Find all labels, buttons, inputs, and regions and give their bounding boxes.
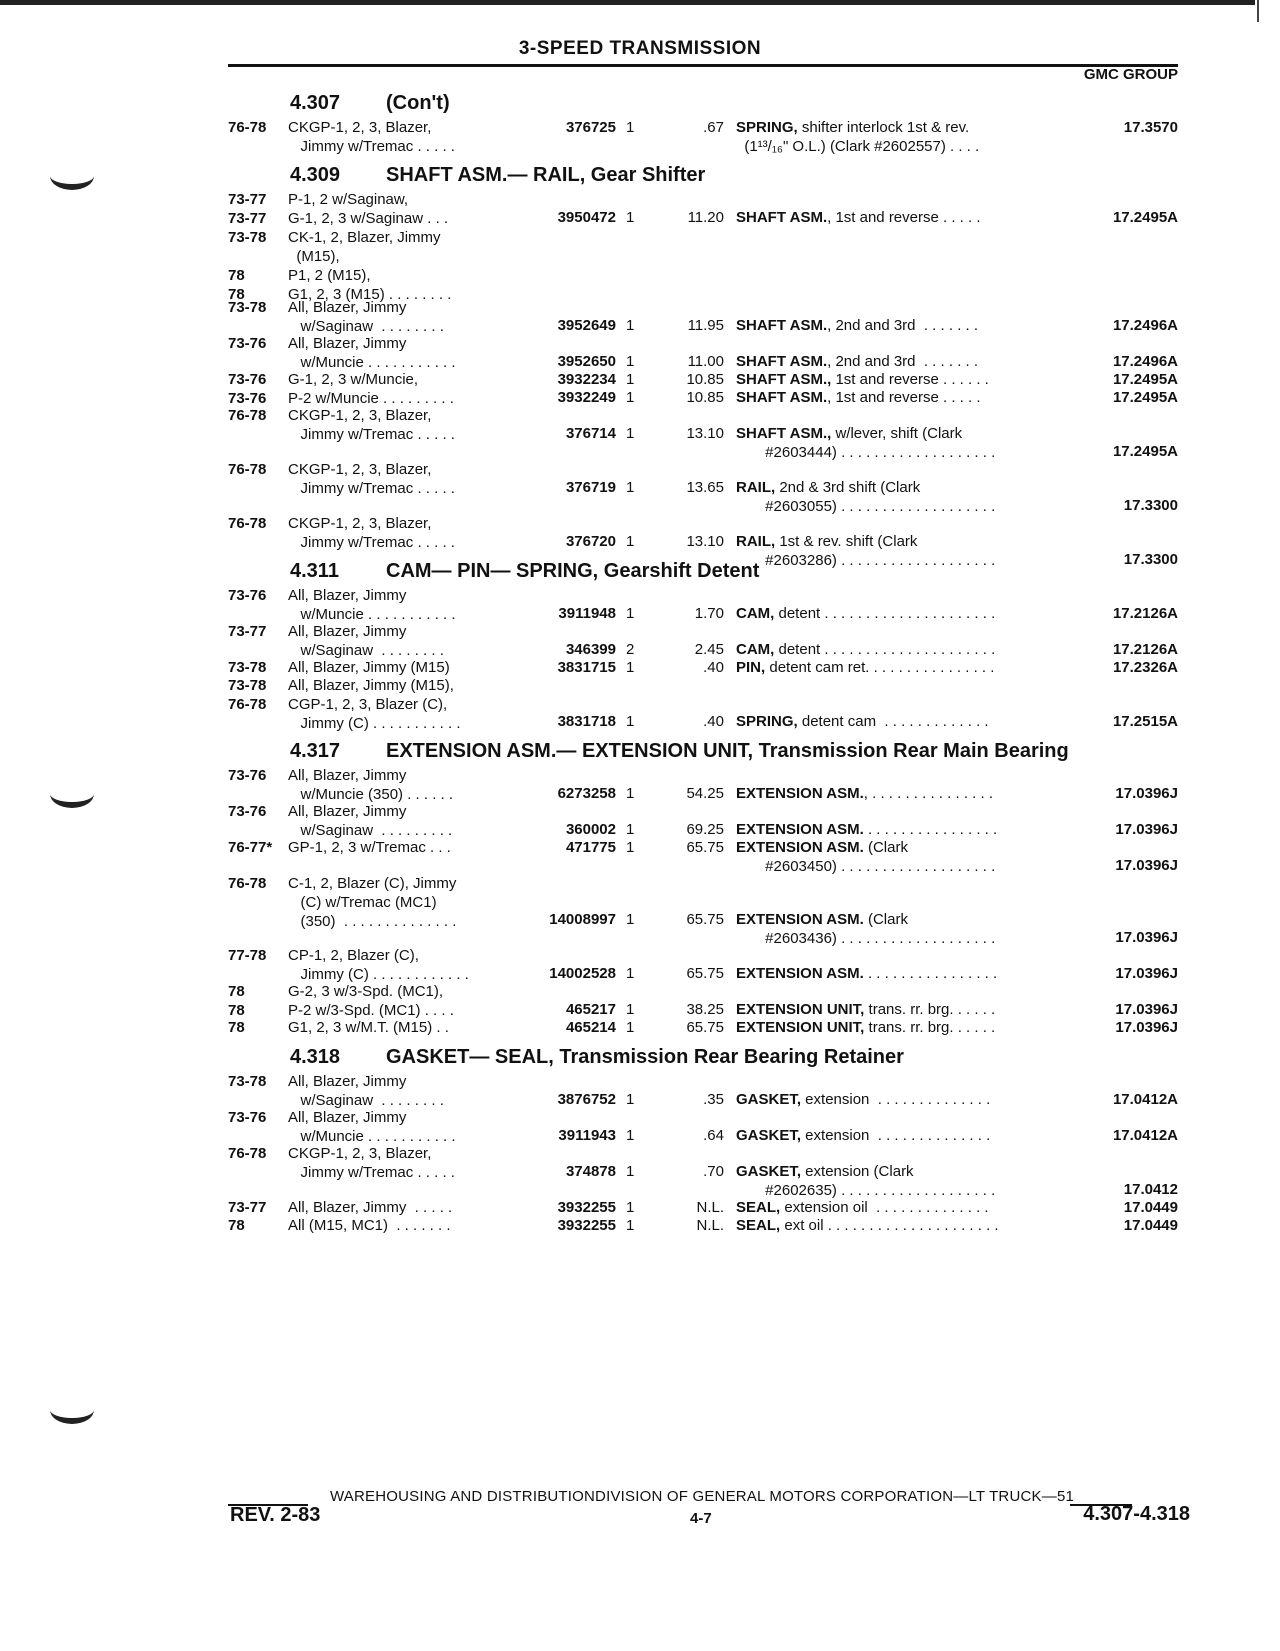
catalog-reference: 17.2126A	[1112, 641, 1178, 658]
parts-row	[228, 874, 1180, 946]
parts-row	[228, 802, 1180, 838]
price: .35	[703, 1091, 724, 1108]
item-detail: detent . . . . . . . . . . . . . . . . . . . . .	[774, 605, 996, 622]
quantity: 1	[626, 1127, 635, 1144]
application: P-1, 2 w/Saginaw, G-1, 2, 3 w/Saginaw . . . CK-1, 2, Blazer, Jimmy (M15), P1, 2 (M15), G1, 2, 3 (M15) . . . . . . . .	[288, 191, 452, 303]
parts-row	[228, 1072, 1180, 1108]
section-header	[228, 160, 1180, 190]
parts-row	[228, 406, 1180, 460]
application: All, Blazer, Jimmy w/Saginaw . . . . . . . .	[288, 623, 444, 659]
quantity: 1	[626, 425, 635, 442]
quantity: 1	[626, 605, 635, 622]
item-detail: shifter interlock 1st & rev. (1¹³/₁₆" O.L.) (Clark #2602557) . . . .	[744, 119, 980, 155]
catalog-reference: 17.2515A	[1112, 713, 1178, 730]
section-number: 4.317	[290, 740, 341, 762]
application: All, Blazer, Jimmy w/Muncie . . . . . . . . . . .	[288, 587, 456, 623]
part-number: 376725	[565, 119, 616, 136]
parts-row	[228, 334, 1180, 370]
parts-row	[228, 676, 1180, 730]
item-detail: . . . . . . . . . . . . . . . .	[863, 965, 998, 982]
item-detail: trans. rr. brg. . . . . .	[864, 1019, 996, 1036]
catalog-reference: 17.0396J	[1115, 965, 1178, 982]
catalog-reference: 17.3300	[1123, 497, 1178, 514]
description	[736, 1126, 1056, 1145]
item-name: RAIL,	[736, 479, 776, 496]
catalog-reference: 17.3570	[1123, 119, 1178, 136]
catalog-reference: 17.0396J	[1115, 1001, 1178, 1018]
parts-row	[228, 622, 1180, 658]
item-name: CAM,	[736, 605, 775, 622]
description	[736, 1090, 1056, 1109]
model-years: 73-78	[228, 1073, 267, 1090]
item-detail: 1st & rev. shift (Clark #2603286) . . . . . . . . . . . . . . . . . . .	[765, 533, 996, 569]
application: CKGP-1, 2, 3, Blazer, Jimmy w/Tremac . . . . .	[288, 407, 455, 443]
quantity: 1	[626, 659, 635, 676]
description	[736, 316, 1056, 335]
model-years: 76-78	[228, 1145, 267, 1162]
catalog-reference: 17.0412A	[1112, 1091, 1178, 1108]
model-years: 73-78	[228, 659, 267, 676]
price: 2.45	[694, 641, 724, 658]
catalog-reference: 17.2495A	[1112, 389, 1178, 406]
price: 65.75	[686, 1019, 724, 1036]
item-name: SPRING,	[736, 713, 798, 730]
item-detail: 1st and reverse . . . . . .	[831, 371, 989, 388]
item-detail: w/lever, shift (Clark #2603444) . . . . . . . . . . . . . . . . . . .	[765, 425, 996, 461]
item-name: EXTENSION UNIT,	[736, 1001, 865, 1018]
item-detail: 2nd & 3rd shift (Clark #2603055) . . . . . . . . . . . . . . . . . . .	[765, 479, 996, 515]
item-detail: extension oil . . . . . . . . . . . . . .	[780, 1199, 989, 1216]
item-name: RAIL,	[736, 533, 776, 550]
price: 65.75	[686, 839, 724, 856]
application: CKGP-1, 2, 3, Blazer, Jimmy w/Tremac . . . . .	[288, 119, 455, 155]
parts-row	[228, 370, 1180, 406]
model-years: 76-78	[228, 875, 267, 892]
parts-row	[228, 1144, 1180, 1198]
catalog-reference: 17.3300	[1123, 551, 1178, 568]
part-number: 376720	[565, 533, 616, 550]
part-number: 376719	[565, 479, 616, 496]
catalog-reference: 17.2495A	[1112, 371, 1178, 388]
parts-row	[228, 982, 1180, 1018]
price: .67	[703, 119, 724, 136]
catalog-reference: 17.0396J	[1115, 1019, 1178, 1036]
model-years: 78	[228, 1217, 245, 1234]
part-number: 3952649	[557, 317, 616, 334]
item-detail: (Clark #2603450) . . . . . . . . . . . . . . . . . . .	[765, 839, 996, 875]
item-name: GASKET,	[736, 1127, 802, 1144]
quantity: 1	[626, 389, 635, 406]
description	[736, 1162, 1056, 1200]
part-number: 376714	[565, 425, 616, 442]
parts-row	[228, 586, 1180, 622]
parts-row	[228, 1198, 1180, 1216]
catalog-reference: 17.0449	[1123, 1217, 1178, 1234]
footer-section-range: 4.307-4.318	[1083, 1503, 1190, 1525]
part-number: 471775	[565, 839, 616, 856]
description	[736, 1198, 1056, 1217]
item-name: SHAFT ASM.,	[736, 425, 832, 442]
item-name: SEAL,	[736, 1199, 781, 1216]
application: All, Blazer, Jimmy w/Muncie (350) . . . . . .	[288, 767, 454, 803]
price: .70	[703, 1163, 724, 1180]
parts-row	[228, 1216, 1180, 1234]
quantity: 1	[626, 317, 635, 334]
description	[736, 424, 1056, 462]
parts-row	[228, 838, 1180, 874]
description	[736, 1018, 1056, 1037]
footer-page-number: 4-7	[690, 1510, 712, 1527]
model-years: 73-78	[228, 299, 267, 316]
price: 10.85	[686, 371, 724, 388]
catalog-reference: 17.0412A	[1112, 1127, 1178, 1144]
description	[736, 208, 1056, 227]
item-detail: detent . . . . . . . . . . . . . . . . . . . . .	[774, 641, 996, 658]
item-detail: trans. rr. brg. . . . . .	[864, 1001, 996, 1018]
part-number: 14008997	[549, 911, 616, 928]
section-header	[228, 88, 1180, 118]
parts-row	[228, 946, 1180, 982]
part-number: 3831718	[557, 713, 616, 730]
quantity: 2	[626, 641, 635, 658]
description	[736, 388, 1056, 407]
section-number: 4.318	[290, 1046, 341, 1068]
model-years: 76-78	[228, 407, 267, 424]
price: 65.75	[686, 911, 724, 928]
application: All, Blazer, Jimmy w/Saginaw . . . . . . . . .	[288, 803, 453, 839]
parts-row	[228, 514, 1180, 569]
quantity: 1	[626, 713, 635, 730]
model-years: 73-76	[228, 767, 267, 784]
item-detail: , 2nd and 3rd . . . . . . .	[827, 353, 979, 370]
price: 10.85	[686, 389, 724, 406]
item-name: SHAFT ASM.	[736, 389, 828, 406]
model-years: 77-78	[228, 947, 267, 964]
application: All, Blazer, Jimmy w/Muncie . . . . . . . . . . .	[288, 335, 456, 371]
top-edge-rule	[0, 0, 1255, 5]
price: 54.25	[686, 785, 724, 802]
description	[736, 820, 1056, 839]
application: G-1, 2, 3 w/Muncie, P-2 w/Muncie . . . . . . . . .	[288, 371, 454, 407]
item-name: SEAL,	[736, 1217, 781, 1234]
parts-row	[228, 1018, 1180, 1036]
part-number: 3911943	[558, 1127, 616, 1144]
description	[736, 1216, 1056, 1235]
part-number: 465217	[565, 1001, 616, 1018]
description	[736, 712, 1056, 731]
catalog-reference: 17.0396J	[1115, 929, 1178, 946]
application: GP-1, 2, 3 w/Tremac . . .	[288, 839, 451, 856]
parts-row	[228, 298, 1180, 334]
model-years: 76-78	[228, 461, 267, 478]
section-header	[228, 1042, 1180, 1072]
edge-mark	[1257, 0, 1259, 22]
description	[736, 604, 1056, 623]
application: All, Blazer, Jimmy . . . . .	[288, 1199, 453, 1216]
application: All, Blazer, Jimmy (M15)	[288, 659, 450, 676]
section-header	[228, 736, 1180, 766]
model-years: 76-78	[228, 515, 267, 532]
item-detail: , 1st and reverse . . . . .	[827, 209, 981, 226]
catalog-reference: 17.2495A	[1112, 443, 1178, 460]
item-detail: . . . . . . . . . . . . . . . .	[863, 821, 998, 838]
item-detail: ext oil . . . . . . . . . . . . . . . . . . . . .	[780, 1217, 999, 1234]
catalog-reference: 17.2496A	[1112, 353, 1178, 370]
quantity: 1	[626, 1163, 635, 1180]
model-years: 73-76 73-76	[228, 371, 267, 407]
price: N.L.	[696, 1217, 724, 1234]
quantity: 1	[626, 353, 635, 370]
item-name: SHAFT ASM.	[736, 317, 828, 334]
application: CKGP-1, 2, 3, Blazer, Jimmy w/Tremac . . . . .	[288, 461, 455, 497]
part-number: 346399	[565, 641, 616, 658]
quantity: 1	[626, 1217, 635, 1234]
part-number: 14002528	[549, 965, 616, 982]
description	[736, 118, 1056, 156]
item-name: SHAFT ASM.,	[736, 371, 832, 388]
quantity: 1	[626, 1199, 635, 1216]
item-detail: extension . . . . . . . . . . . . . .	[801, 1091, 991, 1108]
description	[736, 478, 1056, 516]
section-number: 4.309	[290, 164, 341, 186]
item-name: CAM,	[736, 641, 775, 658]
description	[736, 838, 1056, 876]
section-title: EXTENSION ASM.— EXTENSION UNIT, Transmission Rear Main Bearing	[386, 740, 1069, 762]
price: .40	[703, 713, 724, 730]
item-detail: , 1st and reverse . . . . .	[827, 389, 981, 406]
catalog-reference: 17.2496A	[1112, 317, 1178, 334]
section-title: CAM— PIN— SPRING, Gearshift Detent	[386, 560, 760, 582]
section-title: (Con't)	[386, 92, 450, 114]
description	[736, 784, 1056, 803]
item-detail: detent cam . . . . . . . . . . . . .	[797, 713, 989, 730]
part-number: 3932234	[557, 371, 616, 388]
application: All (M15, MC1) . . . . . . .	[288, 1217, 451, 1234]
price: N.L.	[696, 1199, 724, 1216]
part-number: 3876752	[557, 1091, 616, 1108]
price: 13.65	[686, 479, 724, 496]
price: 69.25	[686, 821, 724, 838]
catalog-reference: 17.0396J	[1115, 785, 1178, 802]
catalog-reference: 17.2326A	[1112, 659, 1178, 676]
part-number: 465214	[565, 1019, 616, 1036]
catalog-reference: 17.0449	[1123, 1199, 1178, 1216]
parts-row	[228, 658, 1180, 676]
application: All, Blazer, Jimmy w/Saginaw . . . . . . . .	[288, 299, 444, 335]
footer-org: WAREHOUSING AND DISTRIBUTIONDIVISION OF GENERAL MOTORS CORPORATION—LT TRUCK—51	[330, 1488, 1075, 1505]
part-number: 3932249	[557, 389, 616, 406]
model-years: 73-76	[228, 335, 267, 352]
binder-hole	[50, 162, 94, 190]
parts-row	[228, 118, 1180, 154]
catalog-reference: 17.2126A	[1112, 605, 1178, 622]
part-number: 360002	[565, 821, 616, 838]
description	[736, 640, 1056, 659]
price: 13.10	[686, 533, 724, 550]
model-years: 73-76	[228, 1109, 267, 1126]
quantity: 1	[626, 1019, 635, 1036]
parts-row	[228, 460, 1180, 514]
model-years: 73-77 73-77 73-78 78 78	[228, 191, 267, 303]
model-years: 73-76	[228, 803, 267, 820]
item-detail: extension (Clark #2602635) . . . . . . . . . . . . . . . . . . .	[765, 1163, 996, 1199]
quantity: 1	[626, 965, 635, 982]
part-number: 374878	[565, 1163, 616, 1180]
model-years: 73-77	[228, 1199, 267, 1216]
model-years: 73-76	[228, 587, 267, 604]
part-number: 6273258	[557, 785, 616, 802]
catalog-reference: 17.0396J	[1115, 857, 1178, 874]
application: G-2, 3 w/3-Spd. (MC1), P-2 w/3-Spd. (MC1) . . . .	[288, 983, 454, 1019]
description	[736, 964, 1056, 983]
item-name: SHAFT ASM.	[736, 353, 828, 370]
model-years: 78 78	[228, 983, 245, 1019]
price: 1.70	[694, 605, 724, 622]
part-number: 3952650	[557, 353, 616, 370]
section-header	[228, 556, 1180, 586]
catalog-reference: 17.2495A	[1112, 209, 1178, 226]
page-title: 3-SPEED TRANSMISSION	[518, 38, 762, 59]
item-detail: , . . . . . . . . . . . . . . .	[863, 785, 993, 802]
description	[736, 658, 1056, 677]
application: G1, 2, 3 w/M.T. (M15) . .	[288, 1019, 449, 1036]
part-number: 3950472	[557, 209, 616, 226]
description	[736, 910, 1056, 948]
part-number: 3932255	[557, 1199, 616, 1216]
quantity: 1	[626, 911, 635, 928]
footer-revision: REV. 2-83	[230, 1504, 321, 1526]
item-name: EXTENSION ASM.	[736, 965, 864, 982]
quantity: 1	[626, 821, 635, 838]
price: 11.00	[687, 353, 724, 370]
model-years: 73-77	[228, 623, 267, 640]
group-label: GMC GROUP	[1083, 66, 1178, 83]
price: .64	[703, 1127, 724, 1144]
quantity: 1	[626, 533, 635, 550]
price: 11.20	[687, 209, 724, 226]
item-name: GASKET,	[736, 1163, 802, 1180]
header-rule	[228, 64, 1178, 67]
price: .40	[703, 659, 724, 676]
section-number: 4.307	[290, 92, 341, 114]
binder-hole	[50, 1396, 94, 1424]
model-years: 76-78	[228, 119, 267, 136]
parts-row	[228, 1108, 1180, 1144]
item-name: EXTENSION ASM.	[736, 821, 864, 838]
item-name: EXTENSION ASM.	[736, 839, 864, 856]
model-years: 78	[228, 1019, 245, 1036]
application: CKGP-1, 2, 3, Blazer, Jimmy w/Tremac . . . . .	[288, 515, 455, 551]
quantity: 1	[626, 371, 635, 388]
parts-listing	[228, 86, 1180, 1238]
model-years: 73-78 76-78	[228, 677, 267, 713]
item-detail: , 2nd and 3rd . . . . . . .	[827, 317, 979, 334]
section-title: SHAFT ASM.— RAIL, Gear Shifter	[386, 164, 706, 186]
section-title: GASKET— SEAL, Transmission Rear Bearing Retainer	[386, 1046, 904, 1068]
binder-hole	[50, 780, 94, 808]
part-number: 3911948	[558, 605, 616, 622]
item-detail: (Clark #2603436) . . . . . . . . . . . . . . . . . . .	[765, 911, 996, 947]
item-name: EXTENSION ASM.	[736, 785, 864, 802]
model-years: 76-77*	[228, 839, 273, 856]
quantity: 1	[626, 839, 635, 856]
application: All, Blazer, Jimmy w/Muncie . . . . . . . . . . .	[288, 1109, 456, 1145]
quantity: 1	[626, 479, 635, 496]
quantity: 1	[626, 785, 635, 802]
quantity: 1	[626, 209, 635, 226]
item-detail: detent cam ret. . . . . . . . . . . . . . . .	[765, 659, 995, 676]
part-number: 3932255	[557, 1217, 616, 1234]
price: 13.10	[686, 425, 724, 442]
item-name: SHAFT ASM.	[736, 209, 828, 226]
item-name: EXTENSION UNIT,	[736, 1019, 865, 1036]
catalog-reference: 17.0396J	[1115, 821, 1178, 838]
item-name: PIN,	[736, 659, 766, 676]
application: All, Blazer, Jimmy w/Saginaw . . . . . . . .	[288, 1073, 444, 1109]
section-number: 4.311	[290, 560, 339, 582]
price: 38.25	[686, 1001, 724, 1018]
application: C-1, 2, Blazer (C), Jimmy (C) w/Tremac (MC1) (350) . . . . . . . . . . . . . .	[288, 875, 457, 930]
item-name: EXTENSION ASM.	[736, 911, 864, 928]
parts-row	[228, 766, 1180, 802]
application: All, Blazer, Jimmy (M15), CGP-1, 2, 3, Blazer (C), Jimmy (C) . . . . . . . . . . .	[288, 677, 461, 732]
application: CKGP-1, 2, 3, Blazer, Jimmy w/Tremac . . . . .	[288, 1145, 455, 1181]
item-name: GASKET,	[736, 1091, 802, 1108]
item-detail: extension . . . . . . . . . . . . . .	[801, 1127, 991, 1144]
quantity: 1	[626, 1091, 635, 1108]
price: 65.75	[686, 965, 724, 982]
application: CP-1, 2, Blazer (C), Jimmy (C) . . . . . . . . . . . .	[288, 947, 469, 983]
quantity: 1	[626, 119, 635, 136]
description	[736, 352, 1056, 371]
item-name: SPRING,	[736, 119, 798, 136]
catalog-reference: 17.0412	[1123, 1181, 1178, 1198]
price: 11.95	[687, 317, 724, 334]
description	[736, 1000, 1056, 1019]
part-number: 3831715	[557, 659, 616, 676]
quantity: 1	[626, 1001, 635, 1018]
